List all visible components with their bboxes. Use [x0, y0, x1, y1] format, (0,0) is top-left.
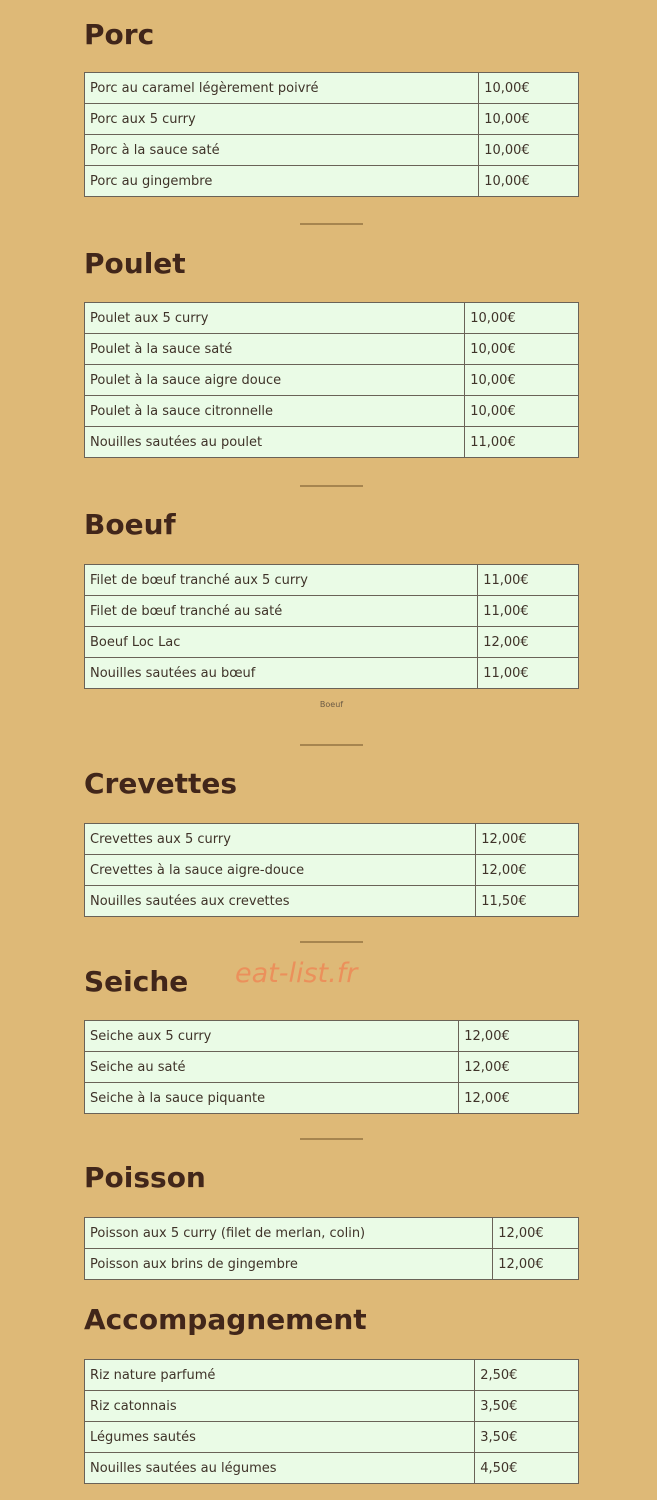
section-divider [300, 941, 363, 943]
dish-price: 12,00€ [493, 1218, 579, 1249]
dish-price: 12,00€ [459, 1052, 579, 1083]
menu-table-accompagnement [84, 1359, 579, 1484]
dish-price: 10,00€ [465, 396, 579, 427]
dish-price: 11,00€ [478, 596, 579, 627]
dish-name: Porc au gingembre [85, 166, 479, 197]
dish-price: 12,00€ [476, 855, 579, 886]
dish-price: 10,00€ [465, 365, 579, 396]
watermark-text: eat-list.fr [235, 958, 358, 989]
table-row [85, 1249, 579, 1280]
menu-table-crevettes [84, 823, 579, 917]
section-title-crevettes: Crevettes [84, 767, 238, 800]
dish-name: Filet de bœuf tranché aux 5 curry [85, 565, 478, 596]
dish-name: Riz catonnais [85, 1391, 475, 1422]
table-row [85, 1052, 579, 1083]
dish-name: Porc à la sauce saté [85, 135, 479, 166]
dish-price: 12,00€ [476, 824, 579, 855]
table-row [85, 427, 579, 458]
table-row [85, 565, 579, 596]
section-title-poisson: Poisson [84, 1161, 206, 1194]
section-title-porc: Porc [84, 18, 155, 51]
table-row [85, 365, 579, 396]
dish-price: 10,00€ [479, 135, 579, 166]
dish-price: 11,00€ [478, 658, 579, 689]
dish-price: 11,50€ [476, 886, 579, 917]
dish-name: Poulet à la sauce citronnelle [85, 396, 465, 427]
dish-price: 10,00€ [479, 104, 579, 135]
dish-name: Nouilles sautées au légumes [85, 1453, 475, 1484]
dish-price: 10,00€ [465, 303, 579, 334]
table-row [85, 166, 579, 197]
dish-name: Porc aux 5 curry [85, 104, 479, 135]
section-title-seiche: Seiche [84, 965, 189, 998]
dish-price: 12,00€ [493, 1249, 579, 1280]
dish-name: Crevettes aux 5 curry [85, 824, 476, 855]
section-divider [300, 744, 363, 746]
dish-name: Seiche aux 5 curry [85, 1021, 459, 1052]
table-row [85, 334, 579, 365]
dish-name: Poulet à la sauce aigre douce [85, 365, 465, 396]
dish-name: Poisson aux brins de gingembre [85, 1249, 493, 1280]
table-row [85, 1391, 579, 1422]
table-caption: Boeuf [319, 700, 344, 709]
dish-price: 12,00€ [478, 627, 579, 658]
table-row [85, 855, 579, 886]
dish-price: 12,00€ [459, 1021, 579, 1052]
dish-price: 12,00€ [459, 1083, 579, 1114]
table-row [85, 824, 579, 855]
dish-name: Boeuf Loc Lac [85, 627, 478, 658]
table-row [85, 1218, 579, 1249]
section-divider [300, 485, 363, 487]
dish-name: Légumes sautés [85, 1422, 475, 1453]
table-row [85, 135, 579, 166]
dish-price: 3,50€ [475, 1391, 579, 1422]
dish-name: Seiche à la sauce piquante [85, 1083, 459, 1114]
dish-name: Poisson aux 5 curry (filet de merlan, colin) [85, 1218, 493, 1249]
table-row [85, 104, 579, 135]
section-title-poulet: Poulet [84, 247, 186, 280]
dish-price: 3,50€ [475, 1422, 579, 1453]
table-row [85, 658, 579, 689]
dish-name: Riz nature parfumé [85, 1360, 475, 1391]
menu-table-poulet [84, 302, 579, 458]
table-row [85, 1453, 579, 1484]
table-row [85, 396, 579, 427]
dish-price: 11,00€ [478, 565, 579, 596]
dish-price: 11,00€ [465, 427, 579, 458]
dish-name: Nouilles sautées aux crevettes [85, 886, 476, 917]
section-title-boeuf: Boeuf [84, 508, 176, 541]
dish-name: Poulet aux 5 curry [85, 303, 465, 334]
table-row [85, 1422, 579, 1453]
menu-table-porc [84, 72, 579, 197]
table-row [85, 1083, 579, 1114]
dish-name: Poulet à la sauce saté [85, 334, 465, 365]
menu-table-poisson [84, 1217, 579, 1280]
dish-name: Porc au caramel légèrement poivré [85, 73, 479, 104]
menu-table-boeuf [84, 564, 579, 689]
table-row [85, 596, 579, 627]
section-divider [300, 1138, 363, 1140]
menu-table-seiche [84, 1020, 579, 1114]
dish-name: Crevettes à la sauce aigre-douce [85, 855, 476, 886]
table-row [85, 627, 579, 658]
dish-price: 2,50€ [475, 1360, 579, 1391]
section-divider [300, 223, 363, 225]
dish-price: 4,50€ [475, 1453, 579, 1484]
dish-name: Nouilles sautées au bœuf [85, 658, 478, 689]
dish-name: Nouilles sautées au poulet [85, 427, 465, 458]
table-row [85, 1360, 579, 1391]
section-title-accompagnement: Accompagnement [84, 1303, 367, 1336]
dish-price: 10,00€ [465, 334, 579, 365]
table-row [85, 886, 579, 917]
dish-price: 10,00€ [479, 73, 579, 104]
table-row [85, 73, 579, 104]
dish-price: 10,00€ [479, 166, 579, 197]
table-row [85, 303, 579, 334]
table-row [85, 1021, 579, 1052]
dish-name: Filet de bœuf tranché au saté [85, 596, 478, 627]
dish-name: Seiche au saté [85, 1052, 459, 1083]
